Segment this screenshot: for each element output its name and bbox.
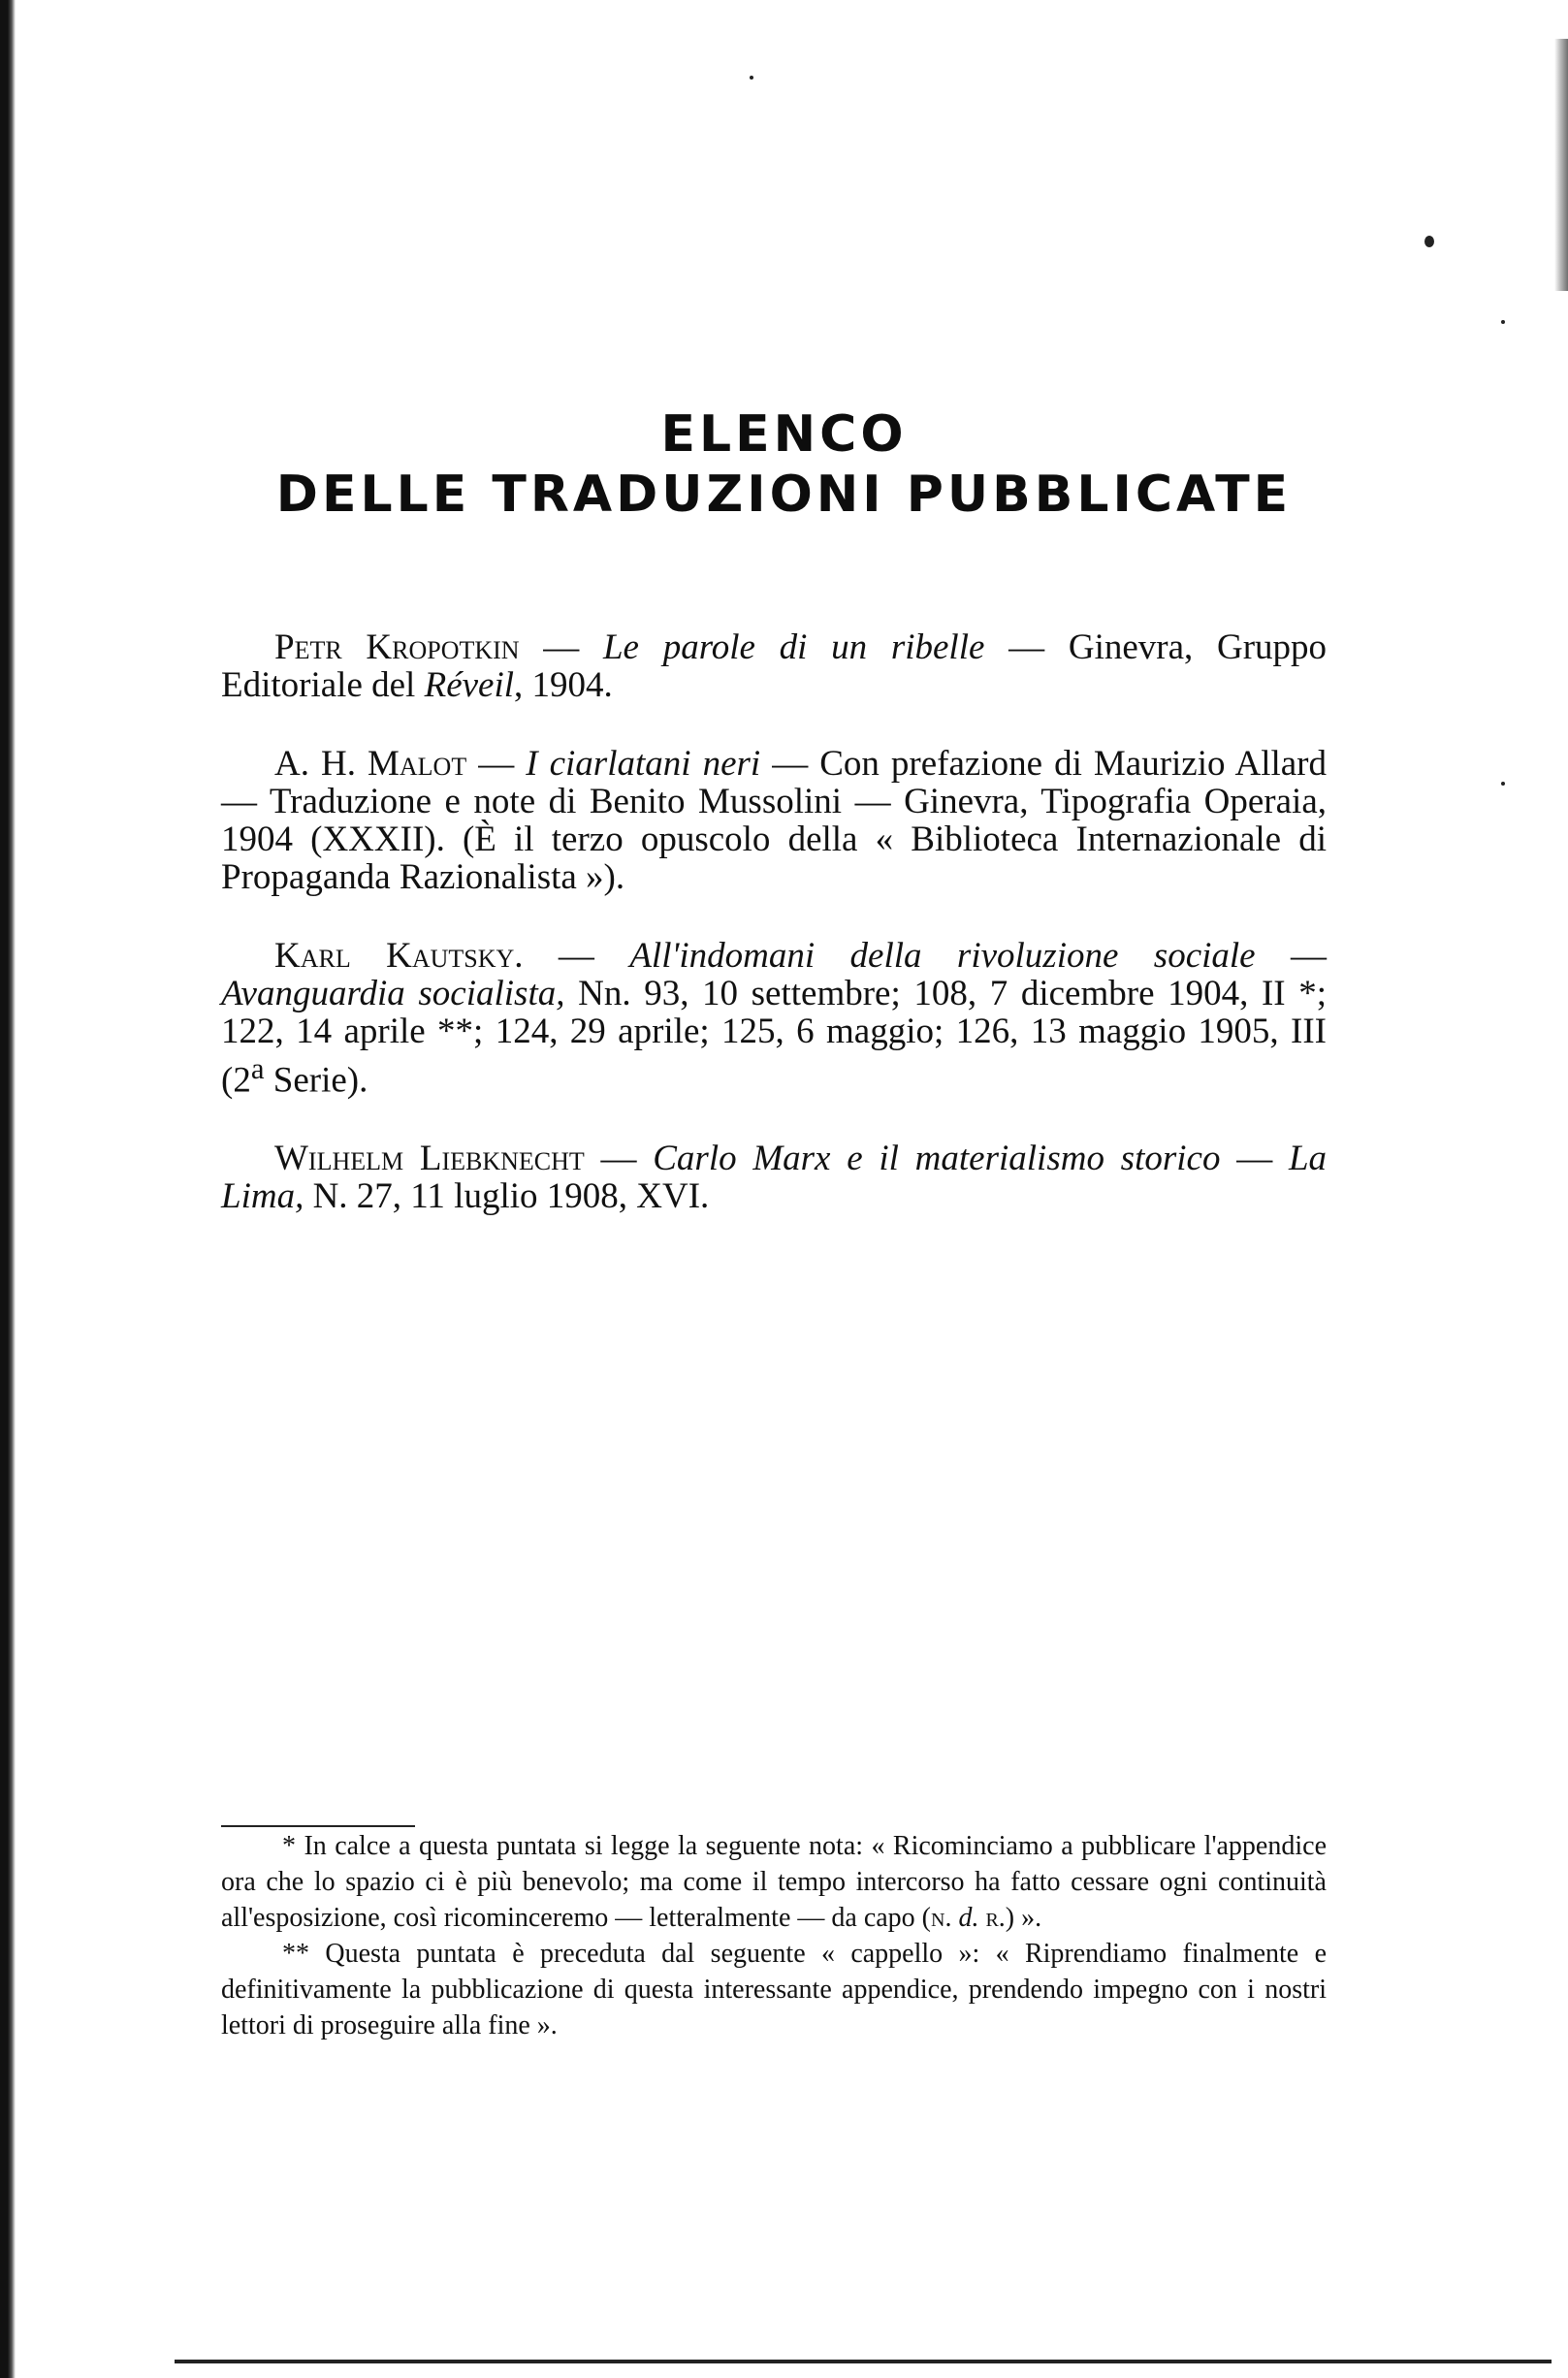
entry-details: , 1904. xyxy=(514,665,613,705)
entry-details: Serie). xyxy=(264,1060,368,1101)
entry-separator: — xyxy=(984,627,1069,667)
page-subtitle: DELLE TRADUZIONI PUBBLICATE xyxy=(275,466,1293,524)
ink-speck xyxy=(750,76,753,80)
footnote-abbrev: d. xyxy=(951,1903,979,1933)
footnote-abbrev: r. xyxy=(978,1903,1006,1933)
entry-publication: La Lima, xyxy=(221,1139,1328,1217)
footnotes xyxy=(221,1828,1327,2043)
entry-superscript: a xyxy=(250,1052,265,1085)
entry-details: Ginevra, Gruppo Editoriale del xyxy=(221,627,1328,705)
entry-title: All'indomani della rivoluzione sociale xyxy=(629,936,1256,976)
entry-publication: Avanguardia socialista, xyxy=(221,974,565,1013)
entry-separator: — xyxy=(1255,936,1327,976)
entry-title: I ciarlatani neri xyxy=(526,744,761,784)
footnote-text: ** Questa puntata è preceduta dal seguente « cappello »: « Riprendiamo finalmente e definitivamente la pubblicazione di questa interessante appendice, prendendo impegno con i nostri lettori di proseguire alla fine ». xyxy=(221,1939,1327,2041)
scan-right-edge xyxy=(1554,39,1568,291)
ink-speck xyxy=(1501,782,1505,786)
entry-publication: Réveil xyxy=(424,665,515,705)
scan-left-edge xyxy=(0,0,16,2378)
entry-liebknecht xyxy=(221,1140,1327,1215)
footnote-text: * In calce a questa puntata si legge la seguente nota: « Ricominciamo a pubblicare l'appendice ora che lo spazio ci è più benevolo; ma come il tempo intercorso ha fatto cessare ogni continuità all'esposizione, così ricominceremo — letteralmente — da capo ( xyxy=(221,1831,1327,1933)
ink-speck xyxy=(1501,320,1505,324)
footnote-1 xyxy=(221,1828,1327,1936)
entry-separator: — xyxy=(523,936,630,976)
entry-details: — Con prefazione di Maurizio Allard — Traduzione e note di Benito Mussolini — Ginevra, Tipografia Operaia, 1904 (XXXII). (È il terzo opuscolo della « Biblioteca Internazionale di Propaganda Razionalista »). xyxy=(221,744,1327,897)
entry-title: Le parole di un ribelle xyxy=(602,627,985,667)
entry-separator: — xyxy=(584,1139,654,1179)
entry-details: N. 27, 11 luglio 1908, XVI. xyxy=(304,1176,710,1217)
page-title: ELENCO xyxy=(660,405,908,464)
footnote-abbrev: n. xyxy=(931,1903,952,1933)
entry-kropotkin xyxy=(221,628,1327,704)
entry-initials: A. H. xyxy=(274,744,368,784)
entry-details: Nn. 93, 10 settembre; 108, 7 dicembre 1904, II *; 122, 14 aprile **; 124, 29 aprile; 125, 6 maggio; 126, 13 maggio 1905, III (2 xyxy=(221,974,1327,1101)
entry-separator: — xyxy=(1220,1139,1289,1179)
entry-title: Carlo Marx e il materialismo storico xyxy=(653,1139,1221,1179)
entry-separator: — xyxy=(466,744,527,784)
entry-malot xyxy=(221,745,1327,896)
footnote-divider xyxy=(221,1825,415,1827)
translations-list xyxy=(221,628,1327,1256)
footnote-2 xyxy=(221,1936,1327,2043)
entry-author: Wilhelm Liebknecht xyxy=(274,1139,585,1179)
footnote-text: ) ». xyxy=(1005,1903,1042,1933)
entry-separator: — xyxy=(519,627,603,667)
entry-author: Karl Kautsky. xyxy=(274,936,524,976)
ink-speck xyxy=(1424,236,1434,247)
entry-author: Petr Kropotkin xyxy=(274,627,520,667)
entry-kautsky xyxy=(221,937,1327,1099)
entry-author: Malot xyxy=(368,744,467,784)
scan-bottom-edge xyxy=(175,2360,1552,2363)
